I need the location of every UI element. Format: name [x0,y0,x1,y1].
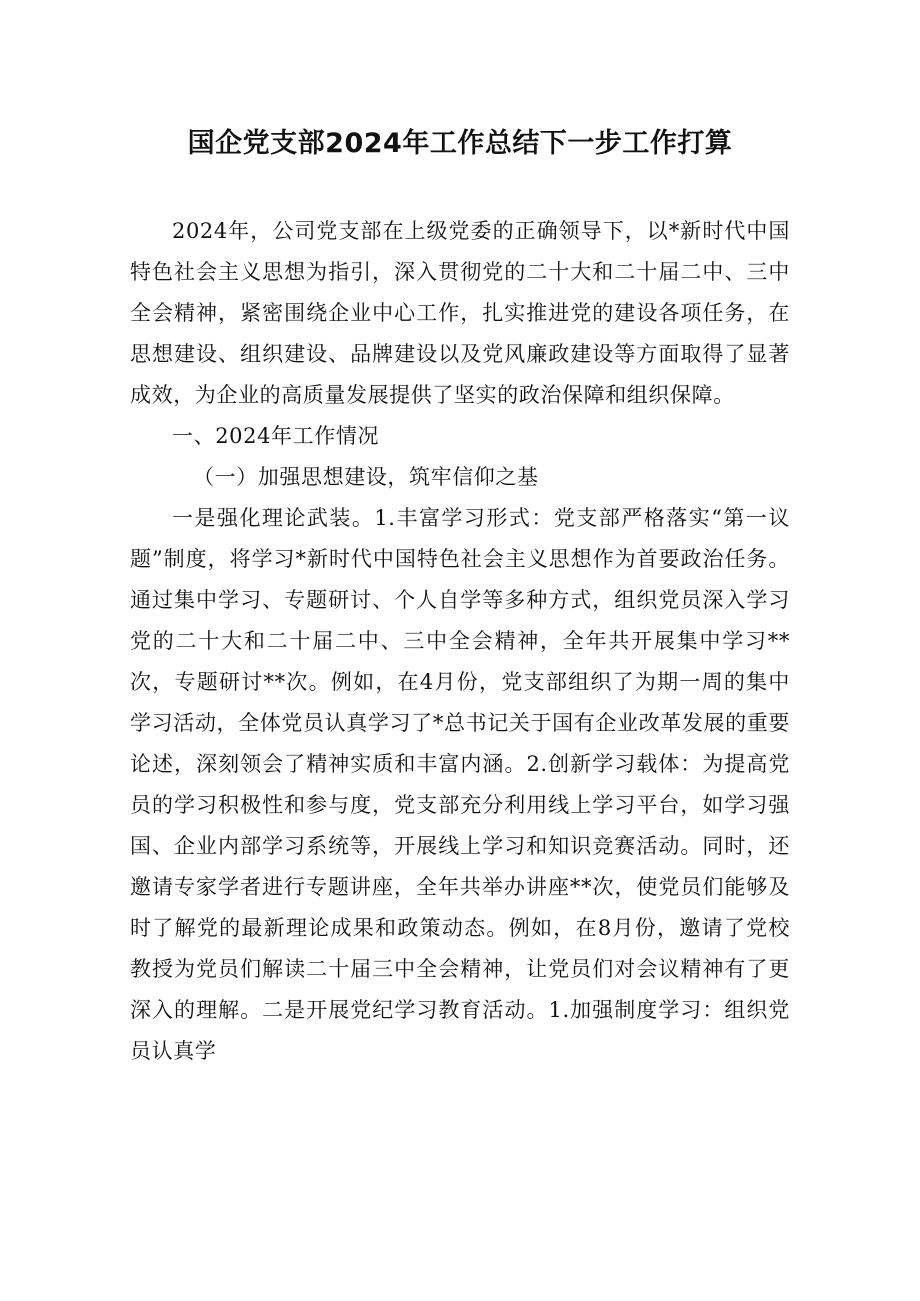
body-paragraph-theory-study: 一是强化理论武装。1.丰富学习形式：党支部严格落实“第一议题”制度，将学习*新时代中国特色社会主义思想作为首要政治任务。通过集中学习、专题研讨、个人自学等多种方式，组织党员深入学习党的二十大和二十届二中、三中全会精神，全年共开展集中学习**次，专题研讨**次。例如，在4月份，党支部组织了为期一周的集中学习活动，全体党员认真学习了*总书记关于国有企业改革发展的重要论述，深刻领会了精神实质和丰富内涵。2.创新学习载体：为提高党员的学习积极性和参与度，党支部充分利用线上学习平台，如学习强国、企业内部学习系统等，开展线上学习和知识竞赛活动。同时，还邀请专家学者进行专题讲座，全年共举办讲座**次，使党员们能够及时了解党的最新理论成果和政策动态。例如，在8月份，邀请了党校教授为党员们解读二十届三中全会精神，让党员们对会议精神有了更深入的理解。二是开展党纪学习教育活动。1.加强制度学习：组织党员认真学 [130,506,790,1063]
subsection-heading-ideology: （一）加强思想建设，筑牢信仰之基 [193,465,539,489]
intro-paragraph: 2024年，公司党支部在上级党委的正确领导下，以*新时代中国特色社会主义思想为指引，深入贯彻党的二十大和二十届二中、三中全会精神，紧密围绕企业中心工作，扎实推进党的建设各项任务，在思想建设、组织建设、品牌建设以及党风廉政建设等方面取得了显著成效，为企业的高质量发展提供了坚实的政治保障和组织保障。 [130,219,790,407]
document-title: 国企党支部2024年工作总结下一步工作打算 [187,128,733,159]
section-heading-work-status: 一、2024年工作情况 [172,424,380,448]
